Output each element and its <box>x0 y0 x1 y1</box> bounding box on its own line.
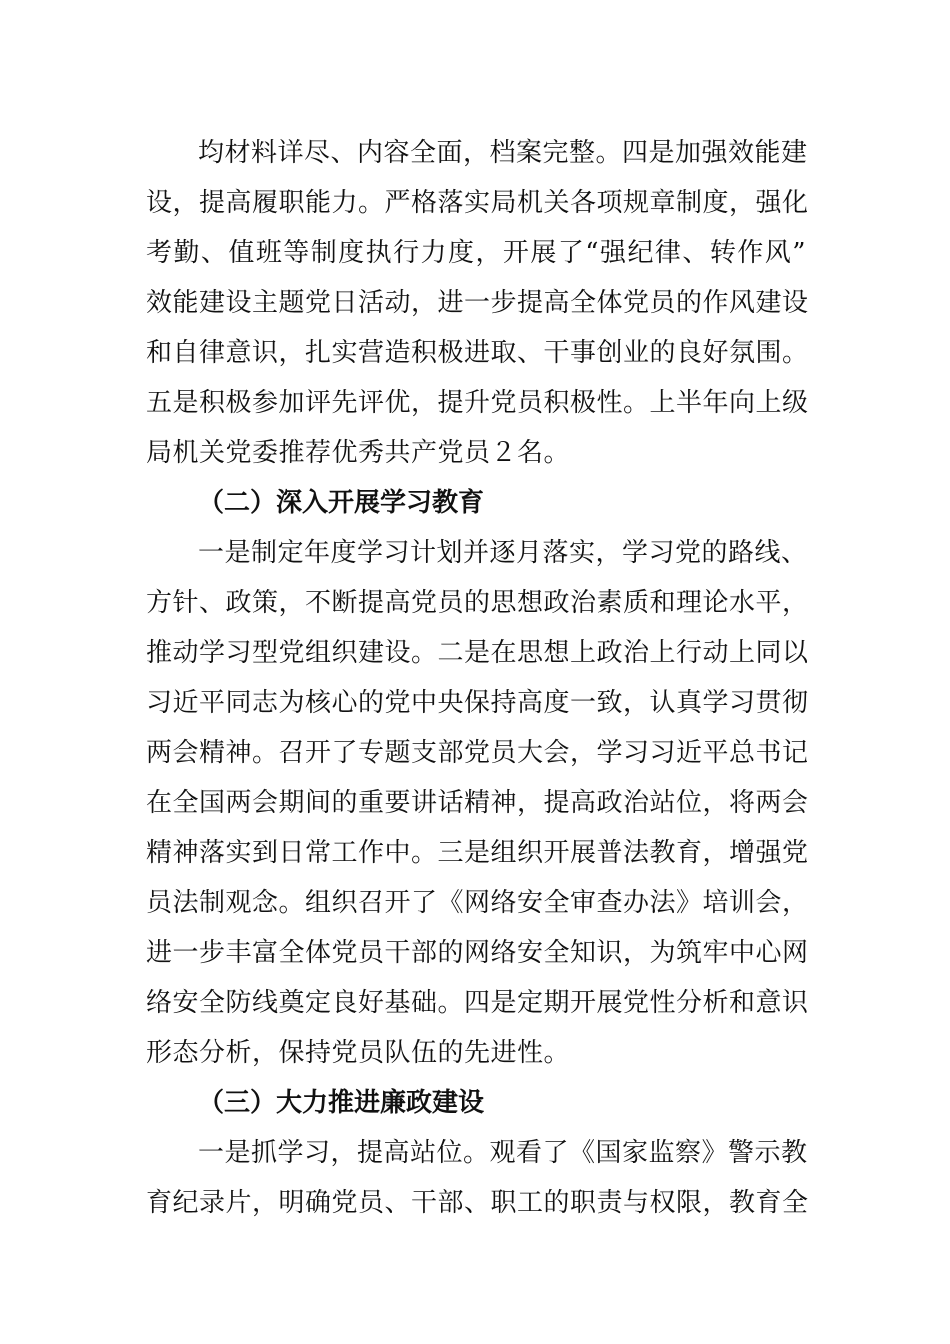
paragraph-line: 和自律意识，扎实营造积极进取、干事创业的良好氛围。 <box>146 338 809 368</box>
paragraph-line: 形态分析，保持党员队伍的先进性。 <box>146 1038 571 1068</box>
paragraph-line: 五是积极参加评先评优，提升党员积极性。上半年向上级 <box>146 388 809 418</box>
paragraph-line: 精神落实到日常工作中。三是组织开展普法教育，增强党 <box>146 838 809 868</box>
paragraph-line: 一是抓学习，提高站位。观看了《国家监察》警示教 <box>198 1138 808 1168</box>
paragraph-line: 设，提高履职能力。严格落实局机关各项规章制度，强化 <box>146 188 809 218</box>
paragraph-line: 进一步丰富全体党员干部的网络安全知识，为筑牢中心网 <box>146 938 809 968</box>
paragraph-line: 效能建设主题党日活动，进一步提高全体党员的作风建设 <box>146 288 809 318</box>
paragraph-line: 一是制定年度学习计划并逐月落实，学习党的路线、 <box>198 538 808 568</box>
section-heading-2: （二）深入开展学习教育 <box>198 488 485 518</box>
paragraph-line: 络安全防线奠定良好基础。四是定期开展党性分析和意识 <box>146 988 809 1018</box>
paragraph-line: 在全国两会期间的重要讲话精神，提高政治站位，将两会 <box>146 788 809 818</box>
section-heading-3: （三）大力推进廉政建设 <box>198 1088 485 1118</box>
paragraph-line: 推动学习型党组织建设。二是在思想上政治上行动上同以 <box>146 638 809 668</box>
paragraph-line: 员法制观念。组织召开了《网络安全审查办法》培训会， <box>146 888 809 918</box>
paragraph-line: 均材料详尽、内容全面，档案完整。四是加强效能建 <box>198 138 808 168</box>
paragraph-line: 局机关党委推荐优秀共产党员２名。 <box>146 438 571 468</box>
paragraph-line: 习近平同志为核心的党中央保持高度一致，认真学习贯彻 <box>146 688 809 718</box>
paragraph-line: 育纪录片，明确党员、干部、职工的职责与权限，教育全 <box>146 1188 809 1218</box>
paragraph-line: 两会精神。召开了专题支部党员大会，学习习近平总书记 <box>146 738 809 768</box>
paragraph-line: 考勤、值班等制度执行力度，开展了“强纪律、转作风” <box>146 238 806 268</box>
paragraph-line: 方针、政策，不断提高党员的思想政治素质和理论水平， <box>146 588 809 618</box>
